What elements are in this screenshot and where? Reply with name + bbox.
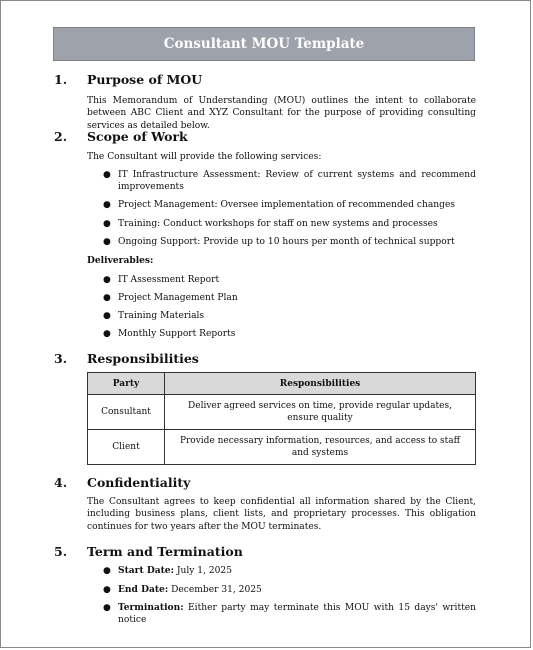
bullet-icon: ● — [103, 219, 111, 229]
bullet-icon: ● — [103, 170, 111, 180]
service-item: ● Project Management: Oversee implementation of recommended changes — [103, 200, 455, 210]
deliverable-item: ● IT Assessment Report — [103, 275, 220, 285]
section-5-number: 5. — [54, 544, 68, 559]
section-1-number: 1. — [54, 72, 68, 87]
section-2-number: 2. — [54, 129, 68, 144]
section-5-title: Term and Termination — [87, 544, 243, 559]
bullet-icon: ● — [103, 585, 111, 595]
bullet-icon: ● — [103, 200, 111, 210]
bullet-icon: ● — [103, 311, 111, 321]
responsibilities-table — [87, 372, 476, 465]
section-3-number: 3. — [54, 351, 68, 366]
bullet-icon: ● — [103, 566, 111, 576]
responsibilities-cell: Deliver agreed services on time, provide regular updates, ensure quality — [165, 395, 476, 430]
document-title: Consultant MOU Template — [53, 27, 475, 61]
term-item — [101, 565, 476, 577]
table-row — [88, 430, 476, 465]
section-4-title: Confidentiality — [87, 475, 191, 490]
term-item — [101, 602, 476, 627]
deliverables-heading: Deliverables: — [87, 255, 154, 266]
party-cell: Client — [88, 430, 165, 465]
table-row — [88, 395, 476, 430]
term-item — [101, 584, 476, 596]
section-1-text: This Memorandum of Understanding (MOU) outlines the intent to collaborate between ABC Client and XYZ Consultant for the purpose of providing consulting services as detailed below. — [87, 96, 476, 131]
column-header-responsibilities: Responsibilities — [165, 373, 476, 395]
column-header-party: Party — [88, 373, 165, 395]
table-header-row — [88, 373, 476, 395]
party-cell: Consultant — [88, 395, 165, 430]
deliverable-item: ● Project Management Plan — [103, 293, 238, 303]
bullet-icon: ● — [103, 603, 111, 613]
section-4-text: The Consultant agrees to keep confidential all information shared by the Client, including business plans, client lists, and proprietary processes. This obligation continues for two years after the MOU terminates. — [87, 497, 476, 532]
term-label: Termination: — [118, 602, 184, 613]
term-label: Start Date: — [118, 565, 174, 576]
deliverable-item: ● Training Materials — [103, 311, 205, 321]
responsibilities-cell: Provide necessary information, resources, and access to staff and systems — [165, 430, 476, 465]
section-3-title: Responsibilities — [87, 351, 199, 366]
section-2-intro: The Consultant will provide the following services: — [87, 152, 322, 162]
bullet-icon: ● — [103, 275, 111, 285]
service-item: ● IT Infrastructure Assessment: Review of current systems and recommend improvements — [103, 170, 476, 193]
bullet-icon: ● — [103, 293, 111, 303]
term-label: End Date: — [118, 584, 169, 595]
section-2-title: Scope of Work — [87, 129, 188, 144]
term-value: December 31, 2025 — [171, 585, 262, 595]
bullet-icon: ● — [103, 329, 111, 339]
bullet-icon: ● — [103, 237, 111, 247]
term-value: Either party may terminate this MOU with 15 days' written notice — [118, 603, 476, 626]
service-item: ● Training: Conduct workshops for staff on new systems and processes — [103, 219, 438, 229]
term-value: July 1, 2025 — [176, 566, 233, 576]
section-1-title: Purpose of MOU — [87, 72, 203, 87]
section-4-number: 4. — [54, 475, 68, 490]
deliverable-item: ● Monthly Support Reports — [103, 329, 236, 339]
service-item: ● Ongoing Support: Provide up to 10 hours per month of technical support — [103, 237, 455, 247]
